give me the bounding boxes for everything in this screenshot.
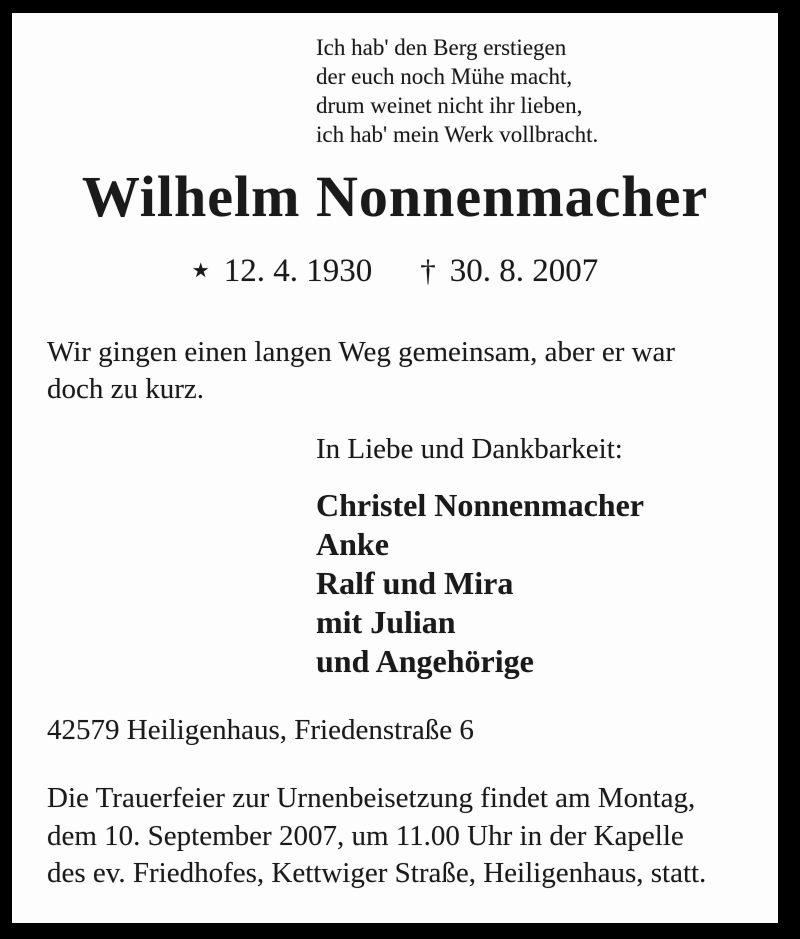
death-date-group [420,253,598,290]
verse-line: ich hab' mein Werk vollbracht. [316,122,599,147]
obituary-sheet [12,13,778,923]
birth-date: 12. 4. 1930 [223,253,373,289]
funeral-announcement-line: Die Trauerfeier zur Urnenbeisetzung findet am Montag, [47,782,696,814]
mourner-line: Ralf und Mira [316,565,514,601]
mourner-line: Anke [316,526,389,562]
closing-line: In Liebe und Dankbarkeit: [316,433,623,465]
memorial-verse [316,33,598,149]
birth-date-group [192,253,372,290]
deceased-name: Wilhelm Nonnenmacher [81,164,709,229]
death-cross-icon: † [420,253,436,288]
verse-line: Ich hab' den Berg erstiegen [316,35,567,60]
farewell-message-line: doch zu kurz. [47,373,205,405]
death-date: 30. 8. 2007 [449,253,599,289]
mourner-line: und Angehörige [316,643,534,679]
funeral-announcement-line: des ev. Friedhofes, Kettwiger Straße, Heiligenhaus, statt. [47,857,707,889]
birth-star-icon: ★ [191,260,210,282]
life-dates [12,253,778,290]
funeral-announcement-line: dem 10. September 2007, um 11.00 Uhr in der Kapelle [47,819,684,852]
funeral-announcement [47,780,706,893]
farewell-message [47,334,675,408]
mourner-line: Christel Nonnenmacher [316,487,644,523]
verse-line: drum weinet nicht ihr lieben, [316,93,583,118]
mourners-list [316,486,644,681]
mourner-line: mit Julian [316,604,456,640]
verse-line: der euch noch Mühe macht, [316,64,573,89]
address-line: 42579 Heiligenhaus, Friedenstraße 6 [47,714,474,746]
farewell-message-line: Wir gingen einen langen Weg gemeinsam, aber er war [47,336,676,368]
